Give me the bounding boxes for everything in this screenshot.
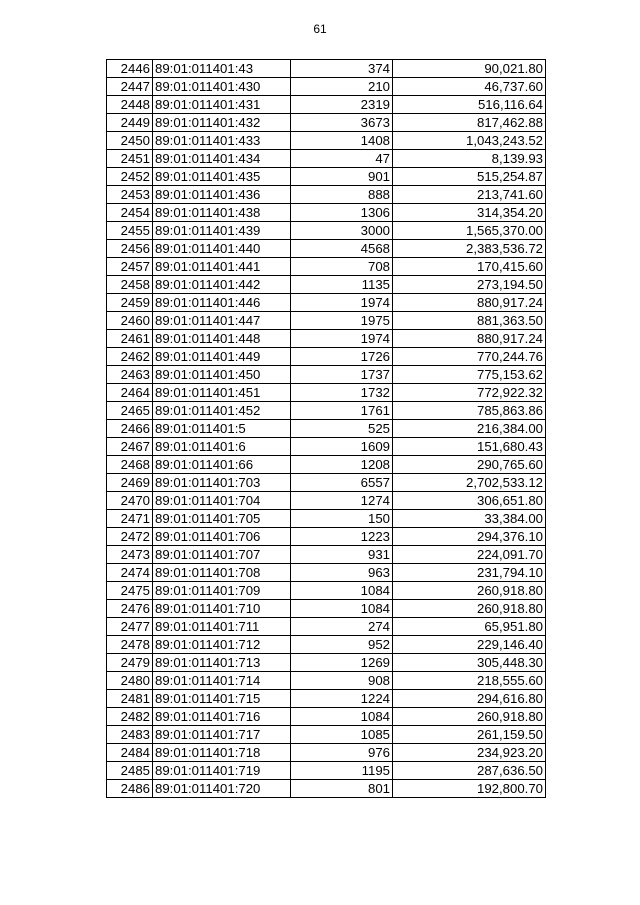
row-number-cell: 2463 (107, 366, 153, 384)
value-cell: 8,139.93 (393, 150, 546, 168)
row-number-cell: 2462 (107, 348, 153, 366)
value-cell: 90,021.80 (393, 60, 546, 78)
cadastral-number-cell: 89:01:011401:705 (153, 510, 291, 528)
area-cell: 1306 (291, 204, 393, 222)
table-row (107, 330, 546, 348)
cadastral-number-cell: 89:01:011401:710 (153, 600, 291, 618)
value-cell: 229,146.40 (393, 636, 546, 654)
row-number-cell: 2458 (107, 276, 153, 294)
area-cell: 1135 (291, 276, 393, 294)
row-number-cell: 2481 (107, 690, 153, 708)
row-number-cell: 2452 (107, 168, 153, 186)
area-cell: 1274 (291, 492, 393, 510)
row-number-cell: 2449 (107, 114, 153, 132)
cadastral-number-cell: 89:01:011401:432 (153, 114, 291, 132)
row-number-cell: 2456 (107, 240, 153, 258)
area-cell: 1084 (291, 582, 393, 600)
table-row (107, 96, 546, 114)
table-row (107, 600, 546, 618)
table-body (107, 60, 546, 798)
table-row (107, 132, 546, 150)
row-number-cell: 2480 (107, 672, 153, 690)
row-number-cell: 2450 (107, 132, 153, 150)
value-cell: 218,555.60 (393, 672, 546, 690)
table-row (107, 258, 546, 276)
cadastral-number-cell: 89:01:011401:713 (153, 654, 291, 672)
area-cell: 3673 (291, 114, 393, 132)
row-number-cell: 2477 (107, 618, 153, 636)
area-cell: 1084 (291, 708, 393, 726)
value-cell: 65,951.80 (393, 618, 546, 636)
cadastral-number-cell: 89:01:011401:451 (153, 384, 291, 402)
area-cell: 1084 (291, 600, 393, 618)
table-row (107, 204, 546, 222)
value-cell: 305,448.30 (393, 654, 546, 672)
area-cell: 931 (291, 546, 393, 564)
area-cell: 1408 (291, 132, 393, 150)
value-cell: 260,918.80 (393, 600, 546, 618)
area-cell: 963 (291, 564, 393, 582)
area-cell: 1761 (291, 402, 393, 420)
table-row (107, 564, 546, 582)
table-row (107, 438, 546, 456)
row-number-cell: 2457 (107, 258, 153, 276)
value-cell: 294,376.10 (393, 528, 546, 546)
row-number-cell: 2484 (107, 744, 153, 762)
cadastral-number-cell: 89:01:011401:431 (153, 96, 291, 114)
table-row (107, 744, 546, 762)
table-row (107, 618, 546, 636)
cadastral-number-cell: 89:01:011401:715 (153, 690, 291, 708)
cadastral-number-cell: 89:01:011401:435 (153, 168, 291, 186)
row-number-cell: 2475 (107, 582, 153, 600)
row-number-cell: 2482 (107, 708, 153, 726)
table-row (107, 672, 546, 690)
value-cell: 170,415.60 (393, 258, 546, 276)
table-row (107, 312, 546, 330)
value-cell: 515,254.87 (393, 168, 546, 186)
table-row (107, 474, 546, 492)
row-number-cell: 2478 (107, 636, 153, 654)
table-row (107, 654, 546, 672)
cadastral-number-cell: 89:01:011401:436 (153, 186, 291, 204)
table-row (107, 294, 546, 312)
cadastral-number-cell: 89:01:011401:717 (153, 726, 291, 744)
area-cell: 976 (291, 744, 393, 762)
cadastral-number-cell: 89:01:011401:718 (153, 744, 291, 762)
area-cell: 210 (291, 78, 393, 96)
table-row (107, 492, 546, 510)
cadastral-number-cell: 89:01:011401:438 (153, 204, 291, 222)
area-cell: 1085 (291, 726, 393, 744)
table-row (107, 60, 546, 78)
row-number-cell: 2447 (107, 78, 153, 96)
area-cell: 1223 (291, 528, 393, 546)
area-cell: 6557 (291, 474, 393, 492)
cadastral-number-cell: 89:01:011401:719 (153, 762, 291, 780)
area-cell: 4568 (291, 240, 393, 258)
row-number-cell: 2483 (107, 726, 153, 744)
value-cell: 516,116.64 (393, 96, 546, 114)
cadastral-number-cell: 89:01:011401:43 (153, 60, 291, 78)
area-cell: 3000 (291, 222, 393, 240)
value-cell: 216,384.00 (393, 420, 546, 438)
area-cell: 47 (291, 150, 393, 168)
cadastral-number-cell: 89:01:011401:714 (153, 672, 291, 690)
cadastral-number-cell: 89:01:011401:449 (153, 348, 291, 366)
value-cell: 2,702,533.12 (393, 474, 546, 492)
value-cell: 772,922.32 (393, 384, 546, 402)
row-number-cell: 2446 (107, 60, 153, 78)
area-cell: 888 (291, 186, 393, 204)
table-row (107, 582, 546, 600)
value-cell: 260,918.80 (393, 582, 546, 600)
table-row (107, 780, 546, 798)
table-row (107, 348, 546, 366)
row-number-cell: 2470 (107, 492, 153, 510)
table-row (107, 366, 546, 384)
area-cell: 801 (291, 780, 393, 798)
row-number-cell: 2476 (107, 600, 153, 618)
value-cell: 273,194.50 (393, 276, 546, 294)
value-cell: 224,091.70 (393, 546, 546, 564)
row-number-cell: 2479 (107, 654, 153, 672)
value-cell: 234,923.20 (393, 744, 546, 762)
area-cell: 1195 (291, 762, 393, 780)
row-number-cell: 2472 (107, 528, 153, 546)
table-row (107, 546, 546, 564)
table-row (107, 78, 546, 96)
cadastral-number-cell: 89:01:011401:711 (153, 618, 291, 636)
area-cell: 1609 (291, 438, 393, 456)
value-cell: 881,363.50 (393, 312, 546, 330)
cadastral-number-cell: 89:01:011401:704 (153, 492, 291, 510)
row-number-cell: 2459 (107, 294, 153, 312)
area-cell: 525 (291, 420, 393, 438)
row-number-cell: 2467 (107, 438, 153, 456)
area-cell: 1208 (291, 456, 393, 474)
cadastral-number-cell: 89:01:011401:706 (153, 528, 291, 546)
value-cell: 261,159.50 (393, 726, 546, 744)
table-row (107, 114, 546, 132)
value-cell: 2,383,536.72 (393, 240, 546, 258)
area-cell: 1732 (291, 384, 393, 402)
value-cell: 1,043,243.52 (393, 132, 546, 150)
area-cell: 1726 (291, 348, 393, 366)
cadastral-number-cell: 89:01:011401:703 (153, 474, 291, 492)
table-row (107, 240, 546, 258)
area-cell: 2319 (291, 96, 393, 114)
cadastral-number-cell: 89:01:011401:446 (153, 294, 291, 312)
value-cell: 260,918.80 (393, 708, 546, 726)
table-row (107, 150, 546, 168)
value-cell: 33,384.00 (393, 510, 546, 528)
cadastral-number-cell: 89:01:011401:5 (153, 420, 291, 438)
row-number-cell: 2486 (107, 780, 153, 798)
row-number-cell: 2485 (107, 762, 153, 780)
table-row (107, 528, 546, 546)
area-cell: 1737 (291, 366, 393, 384)
cadastral-number-cell: 89:01:011401:434 (153, 150, 291, 168)
table-row (107, 762, 546, 780)
area-cell: 908 (291, 672, 393, 690)
cadastral-number-cell: 89:01:011401:450 (153, 366, 291, 384)
value-cell: 213,741.60 (393, 186, 546, 204)
value-cell: 880,917.24 (393, 294, 546, 312)
cadastral-number-cell: 89:01:011401:430 (153, 78, 291, 96)
table-row (107, 420, 546, 438)
row-number-cell: 2473 (107, 546, 153, 564)
value-cell: 46,737.60 (393, 78, 546, 96)
cadastral-number-cell: 89:01:011401:720 (153, 780, 291, 798)
row-number-cell: 2474 (107, 564, 153, 582)
table-row (107, 690, 546, 708)
cadastral-number-cell: 89:01:011401:433 (153, 132, 291, 150)
area-cell: 374 (291, 60, 393, 78)
value-cell: 1,565,370.00 (393, 222, 546, 240)
cadastral-number-cell: 89:01:011401:448 (153, 330, 291, 348)
area-cell: 1974 (291, 294, 393, 312)
row-number-cell: 2468 (107, 456, 153, 474)
page-number: 61 (313, 22, 327, 36)
cadastral-number-cell: 89:01:011401:709 (153, 582, 291, 600)
cadastral-number-cell: 89:01:011401:6 (153, 438, 291, 456)
area-cell: 1975 (291, 312, 393, 330)
table-row (107, 726, 546, 744)
area-cell: 952 (291, 636, 393, 654)
cadastral-number-cell: 89:01:011401:712 (153, 636, 291, 654)
cadastral-number-cell: 89:01:011401:439 (153, 222, 291, 240)
area-cell: 1224 (291, 690, 393, 708)
row-number-cell: 2454 (107, 204, 153, 222)
table-row (107, 276, 546, 294)
area-cell: 1974 (291, 330, 393, 348)
value-cell: 770,244.76 (393, 348, 546, 366)
table-row (107, 384, 546, 402)
cadastral-number-cell: 89:01:011401:66 (153, 456, 291, 474)
row-number-cell: 2466 (107, 420, 153, 438)
value-cell: 294,616.80 (393, 690, 546, 708)
value-cell: 775,153.62 (393, 366, 546, 384)
area-cell: 1269 (291, 654, 393, 672)
cadastral-number-cell: 89:01:011401:442 (153, 276, 291, 294)
value-cell: 192,800.70 (393, 780, 546, 798)
value-cell: 785,863.86 (393, 402, 546, 420)
row-number-cell: 2453 (107, 186, 153, 204)
table-row (107, 186, 546, 204)
area-cell: 901 (291, 168, 393, 186)
row-number-cell: 2464 (107, 384, 153, 402)
cadastral-number-cell: 89:01:011401:447 (153, 312, 291, 330)
table-row (107, 510, 546, 528)
cadastral-number-cell: 89:01:011401:441 (153, 258, 291, 276)
table-row (107, 402, 546, 420)
value-cell: 880,917.24 (393, 330, 546, 348)
table-row (107, 168, 546, 186)
cadastral-number-cell: 89:01:011401:707 (153, 546, 291, 564)
row-number-cell: 2455 (107, 222, 153, 240)
value-cell: 231,794.10 (393, 564, 546, 582)
value-cell: 290,765.60 (393, 456, 546, 474)
value-cell: 314,354.20 (393, 204, 546, 222)
area-cell: 150 (291, 510, 393, 528)
value-cell: 287,636.50 (393, 762, 546, 780)
value-cell: 151,680.43 (393, 438, 546, 456)
cadastral-number-cell: 89:01:011401:708 (153, 564, 291, 582)
row-number-cell: 2471 (107, 510, 153, 528)
cadastral-number-cell: 89:01:011401:440 (153, 240, 291, 258)
table-row (107, 222, 546, 240)
row-number-cell: 2448 (107, 96, 153, 114)
table-row (107, 708, 546, 726)
cadastral-number-cell: 89:01:011401:452 (153, 402, 291, 420)
table-row (107, 636, 546, 654)
cadastral-number-cell: 89:01:011401:716 (153, 708, 291, 726)
table-row (107, 456, 546, 474)
area-cell: 708 (291, 258, 393, 276)
row-number-cell: 2469 (107, 474, 153, 492)
area-cell: 274 (291, 618, 393, 636)
cadastral-value-table (106, 59, 546, 798)
value-cell: 817,462.88 (393, 114, 546, 132)
row-number-cell: 2451 (107, 150, 153, 168)
row-number-cell: 2465 (107, 402, 153, 420)
value-cell: 306,651.80 (393, 492, 546, 510)
row-number-cell: 2460 (107, 312, 153, 330)
row-number-cell: 2461 (107, 330, 153, 348)
